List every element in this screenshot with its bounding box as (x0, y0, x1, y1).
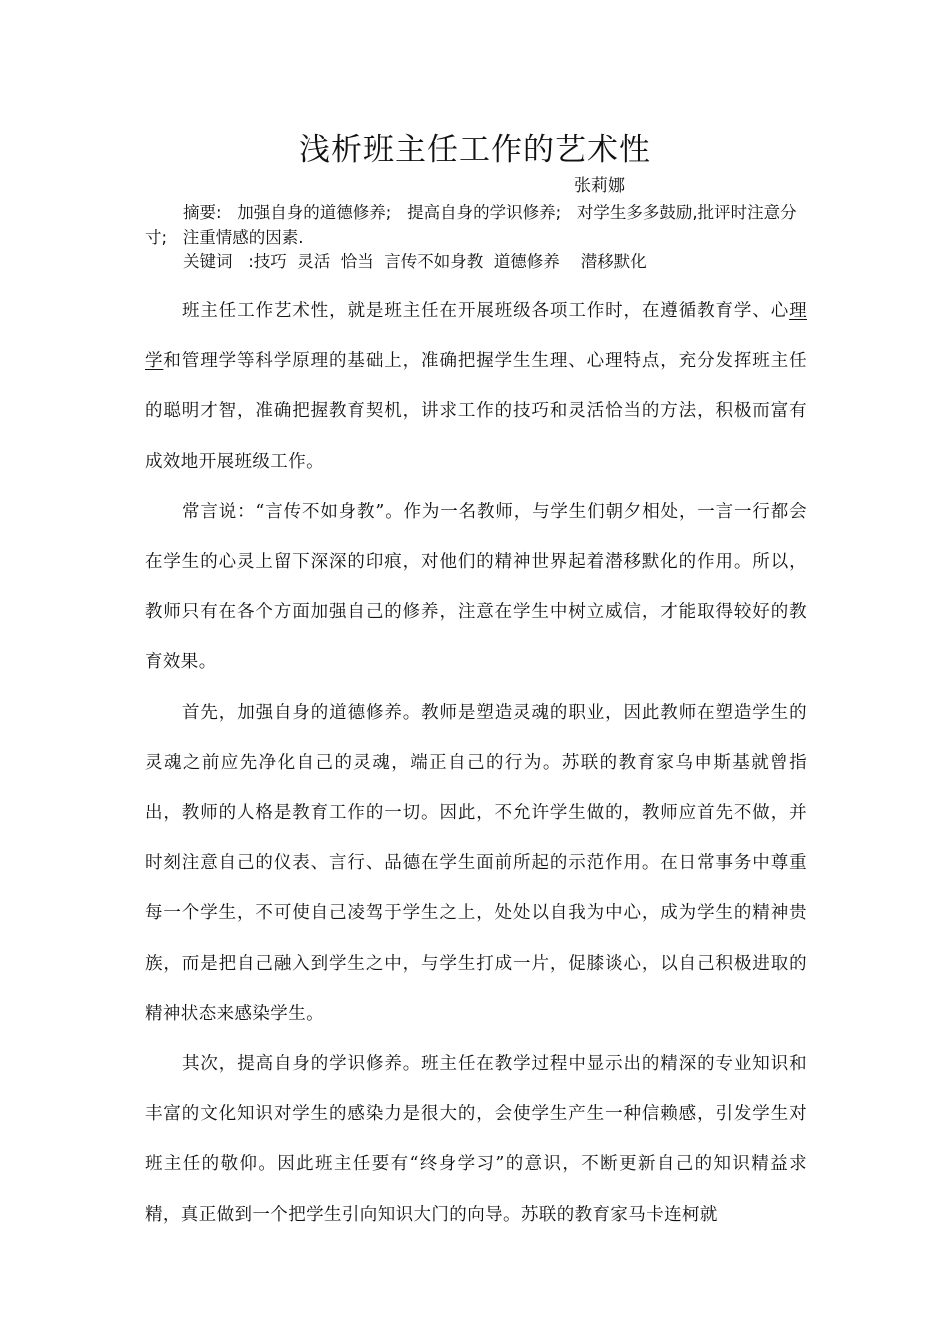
paragraph-1-rest: 和管理学等科学原理的基础上，准确把握学生生理、心理特点，充分发挥班主任的聪明才智，准确把握教育契机，讲求工作的技巧和灵活恰当的方法，积极而富有成效地开展班级工作。 (145, 351, 807, 472)
paragraph-2: 常言说：“言传不如身教”。作为一名教师，与学生们朝夕相处，一言一行都会在学生的心灵上留下深深的印痕，对他们的精神世界起着潜移默化的作用。所以，教师只有在各个方面加强自己的修养，注意在学生中树立威信，才能取得较好的教育效果。 (145, 501, 807, 673)
psychology-link[interactable]: 理学 (145, 301, 807, 372)
paragraph-1-start: 班主任工作艺术性，就是班主任在开展班级各项工作时，在遵循教育学、心 (182, 301, 790, 321)
keywords: 关键词 :技巧 灵活 恰当 言传不如身教 道德修养 潜移默化 (183, 252, 647, 271)
author-name: 张莉娜 (574, 176, 625, 196)
paragraph-4: 其次，提高自身的学识修养。班主任在教学过程中显示出的精深的专业知识和丰富的文化知识对学生的感染力是很大的，会使学生产生一种信赖感，引发学生对班主任的敬仰。因此班主任要有“终身学习”的意识，不断更新自己的知识精益求精，真正做到一个把学生引向知识大门的向导。苏联的教育家马卡连柯就 (145, 1054, 807, 1225)
abstract: 摘要: 加强自身的道德修养; 提高自身的学识修养; 对学生多多鼓励,批评时注意分寸; 注重情感的因素. (145, 203, 797, 247)
document-title: 浅析班主任工作的艺术性 (299, 132, 651, 168)
paragraph-1 (145, 286, 807, 487)
document-body (145, 286, 807, 1240)
paragraph-3: 首先，加强自身的道德修养。教师是塑造灵魂的职业，因此教师在塑造学生的灵魂之前应先净化自己的灵魂，端正自己的行为。苏联的教育家乌申斯基就曾指出，教师的人格是教育工作的一切。因此，不允许学生做的，教师应首先不做，并时刻注意自己的仪表、言行、品德在学生面前所起的示范作用。在日常事务中尊重每一个学生，不可使自己凌驾于学生之上，处处以自我为中心，成为学生的精神贵族，而是把自己融入到学生之中，与学生打成一片，促膝谈心，以自己积极进取的精神状态来感染学生。 (145, 702, 807, 1024)
